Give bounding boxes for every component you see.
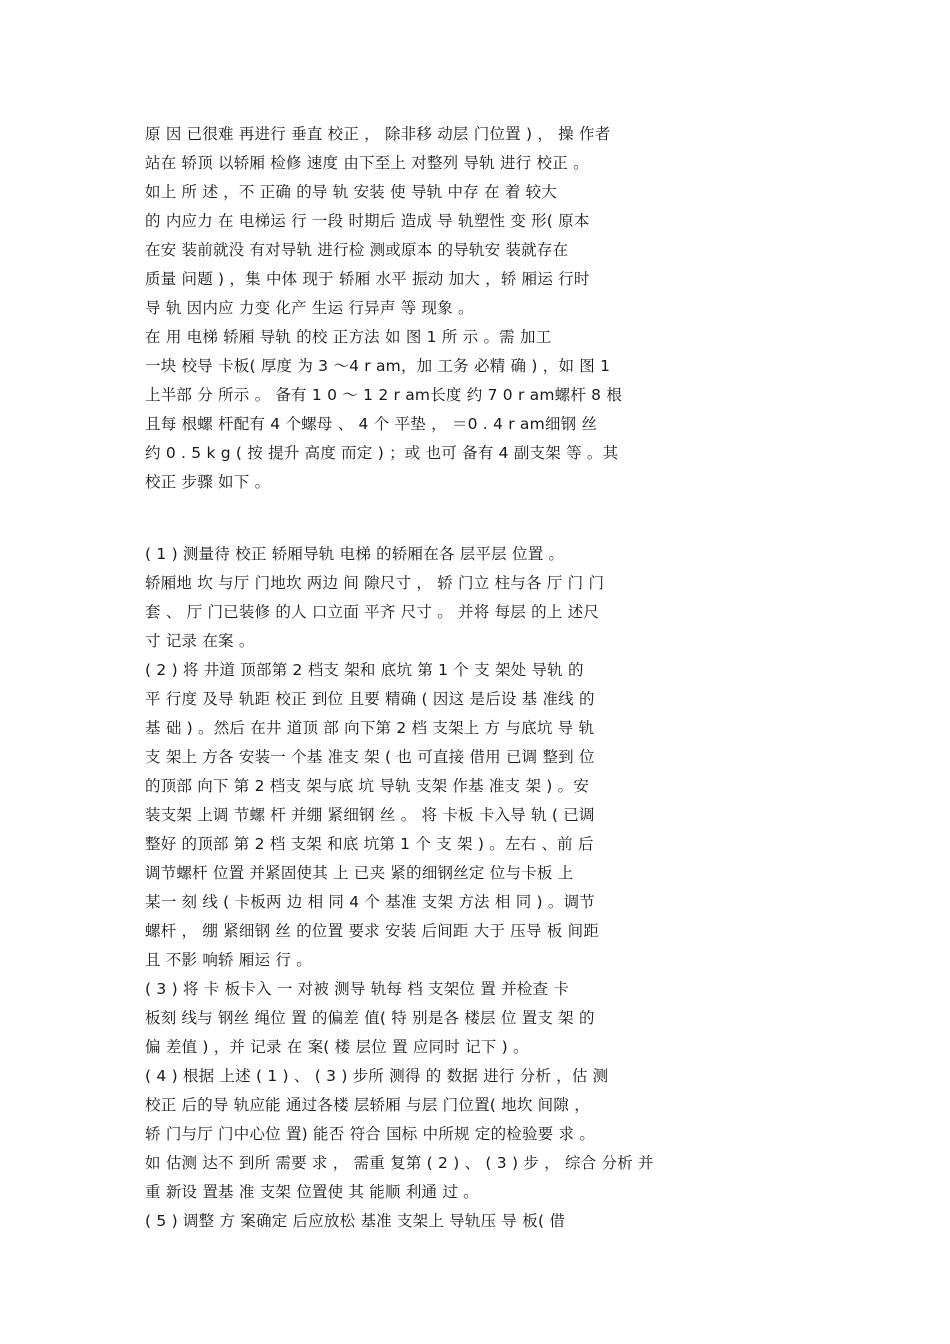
steps-line-5: ( 2 ) 将 井道 顶部第 2 档支 架和 底坑 第 1 个 支 架处 导轨 的	[145, 661, 584, 679]
steps-line-13: 某一 刻 线 ( 卡板两 边 相 同 4 个 基准 支架 方法 相 同 ) 。调节	[145, 893, 595, 911]
steps-line-21: 轿 门与厅 门中心位 置) 能否 符合 国标 中所规 定的检验要 求 。	[145, 1125, 596, 1143]
steps-line-1: ( 1 ) 测量待 校正 轿厢导轨 电梯 的轿厢在各 层平层 位置 。	[145, 545, 565, 563]
steps-line-3: 套 、 厅 门已装修 的人 口立面 平齐 尺寸 。 并将 每层 的上 述尺	[145, 603, 600, 621]
intro-line-11: 且每 根螺 杆配有 4 个螺母 、 4 个 平垫 ， ＝0 . 4 r am细钢 丝	[145, 415, 598, 433]
intro-paragraph	[145, 120, 765, 497]
intro-line-5: 在安 装前就没 有对导轨 进行检 测或原本 的导轨安 装就存在	[145, 241, 569, 259]
intro-line-12: 约 0 . 5 k g ( 按 提升 高度 而定 ) ；或 也可 备有 4 副支架 等 。其	[145, 444, 619, 462]
steps-line-2: 轿厢地 坎 与厅 门地坎 两边 间 隙尺寸 ， 轿 门立 柱与各 厅 门 门	[145, 574, 605, 592]
steps-line-7: 基 础 ) 。然后 在井 道顶 部 向下第 2 档 支架上 方 与底坑 导 轨	[145, 719, 595, 737]
steps-line-20: 校正 后的导 轨应能 通过各楼 层轿厢 与层 门位置( 地坎 间隙 ，	[145, 1096, 590, 1114]
intro-line-4: 的 内应力 在 电梯运 行 一段 时期后 造成 导 轨塑性 变 形( 原本	[145, 212, 590, 230]
steps-line-16: ( 3 ) 将 卡 板卡入 一 对被 测导 轨每 档 支架位 置 并检查 卡	[145, 980, 570, 998]
steps-line-9: 的顶部 向下 第 2 档支 架与底 坑 导轨 支架 作基 准支 架 ) 。安	[145, 777, 590, 795]
intro-line-13: 校正 步骤 如下 。	[145, 473, 271, 491]
steps-line-14: 螺杆 ， 绷 紧细钢 丝 的位置 要求 安装 后间距 大于 压导 板 间距	[145, 922, 600, 940]
steps-line-10: 装支架 上调 节螺 杆 并绷 紧细钢 丝 。 将 卡板 卡入导 轨 ( 已调	[145, 806, 595, 824]
steps-line-4: 寸 记录 在案 。	[145, 632, 255, 650]
intro-line-7: 导 轨 因内应 力变 化产 生运 行异声 等 现象 。	[145, 299, 474, 317]
intro-line-10: 上半部 分 所示 。 备有 1 0 ～ 1 2 r am长度 约 7 0 r am螺杆 8 根	[145, 386, 623, 404]
steps-line-17: 板刻 线与 钢丝 绳位 置 的偏差 值( 特 别是各 楼层 位 置支 架 的	[145, 1009, 595, 1027]
intro-line-6: 质量 问题 ) ，集 中体 现于 轿厢 水平 振动 加大 ，轿 厢运 行时	[145, 270, 590, 288]
intro-line-2: 站在 轿顶 以轿厢 检修 速度 由下至上 对整列 导轨 进行 校正 。	[145, 154, 589, 172]
intro-line-3: 如上 所 述 ，不 正确 的导 轨 安装 使 导轨 中存 在 着 较大	[145, 183, 558, 201]
steps-line-15: 且 不影 响轿 厢运 行 。	[145, 951, 312, 969]
intro-line-8: 在 用 电梯 轿厢 导轨 的校 正方法 如 图 1 所 示 。需 加工	[145, 328, 552, 346]
steps-line-19: ( 4 ) 根据 上述 ( 1 ) 、 ( 3 ) 步所 测得 的 数据 进行 分析 ，估 测	[145, 1067, 609, 1085]
steps-line-6: 平 行度 及导 轨距 校正 到位 且要 精确 ( 因这 是后设 基 准线 的	[145, 690, 595, 708]
steps-line-23: 重 新设 置基 准 支架 位置使 其 能顺 利通 过 。	[145, 1183, 479, 1201]
steps-line-22: 如 估测 达不 到所 需要 求 ， 需重 复第 ( 2 ) 、 ( 3 ) 步 ， 综合 分析 并	[145, 1154, 654, 1172]
steps-line-24: ( 5 ) 调整 方 案确定 后应放松 基准 支架上 导轨压 导 板( 借	[145, 1212, 566, 1230]
steps-line-18: 偏 差值 ) ，并 记录 在 案( 楼 层位 置 应同时 记下 ) 。	[145, 1038, 529, 1056]
intro-line-1: 原 因 已很难 再进行 垂直 校正 ， 除非移 动层 门位置 ) ， 操 作者	[145, 125, 611, 143]
steps-line-11: 整好 的顶部 第 2 档 支架 和底 坑第 1 个 支 架 ) 。左右 、前 后	[145, 835, 594, 853]
steps-line-12: 调节螺杆 位置 并紧固使其 上 已夹 紧的细钢丝定 位与卡板 上	[145, 864, 574, 882]
intro-line-9: 一块 校导 卡板( 厚度 为 3 ～4 r am，加 工务 必精 确 ) ，如 图 1	[145, 357, 611, 375]
correction-steps	[145, 540, 765, 1236]
steps-line-8: 支 架上 方各 安装一 个基 准支 架 ( 也 可直接 借用 已调 整到 位	[145, 748, 595, 766]
